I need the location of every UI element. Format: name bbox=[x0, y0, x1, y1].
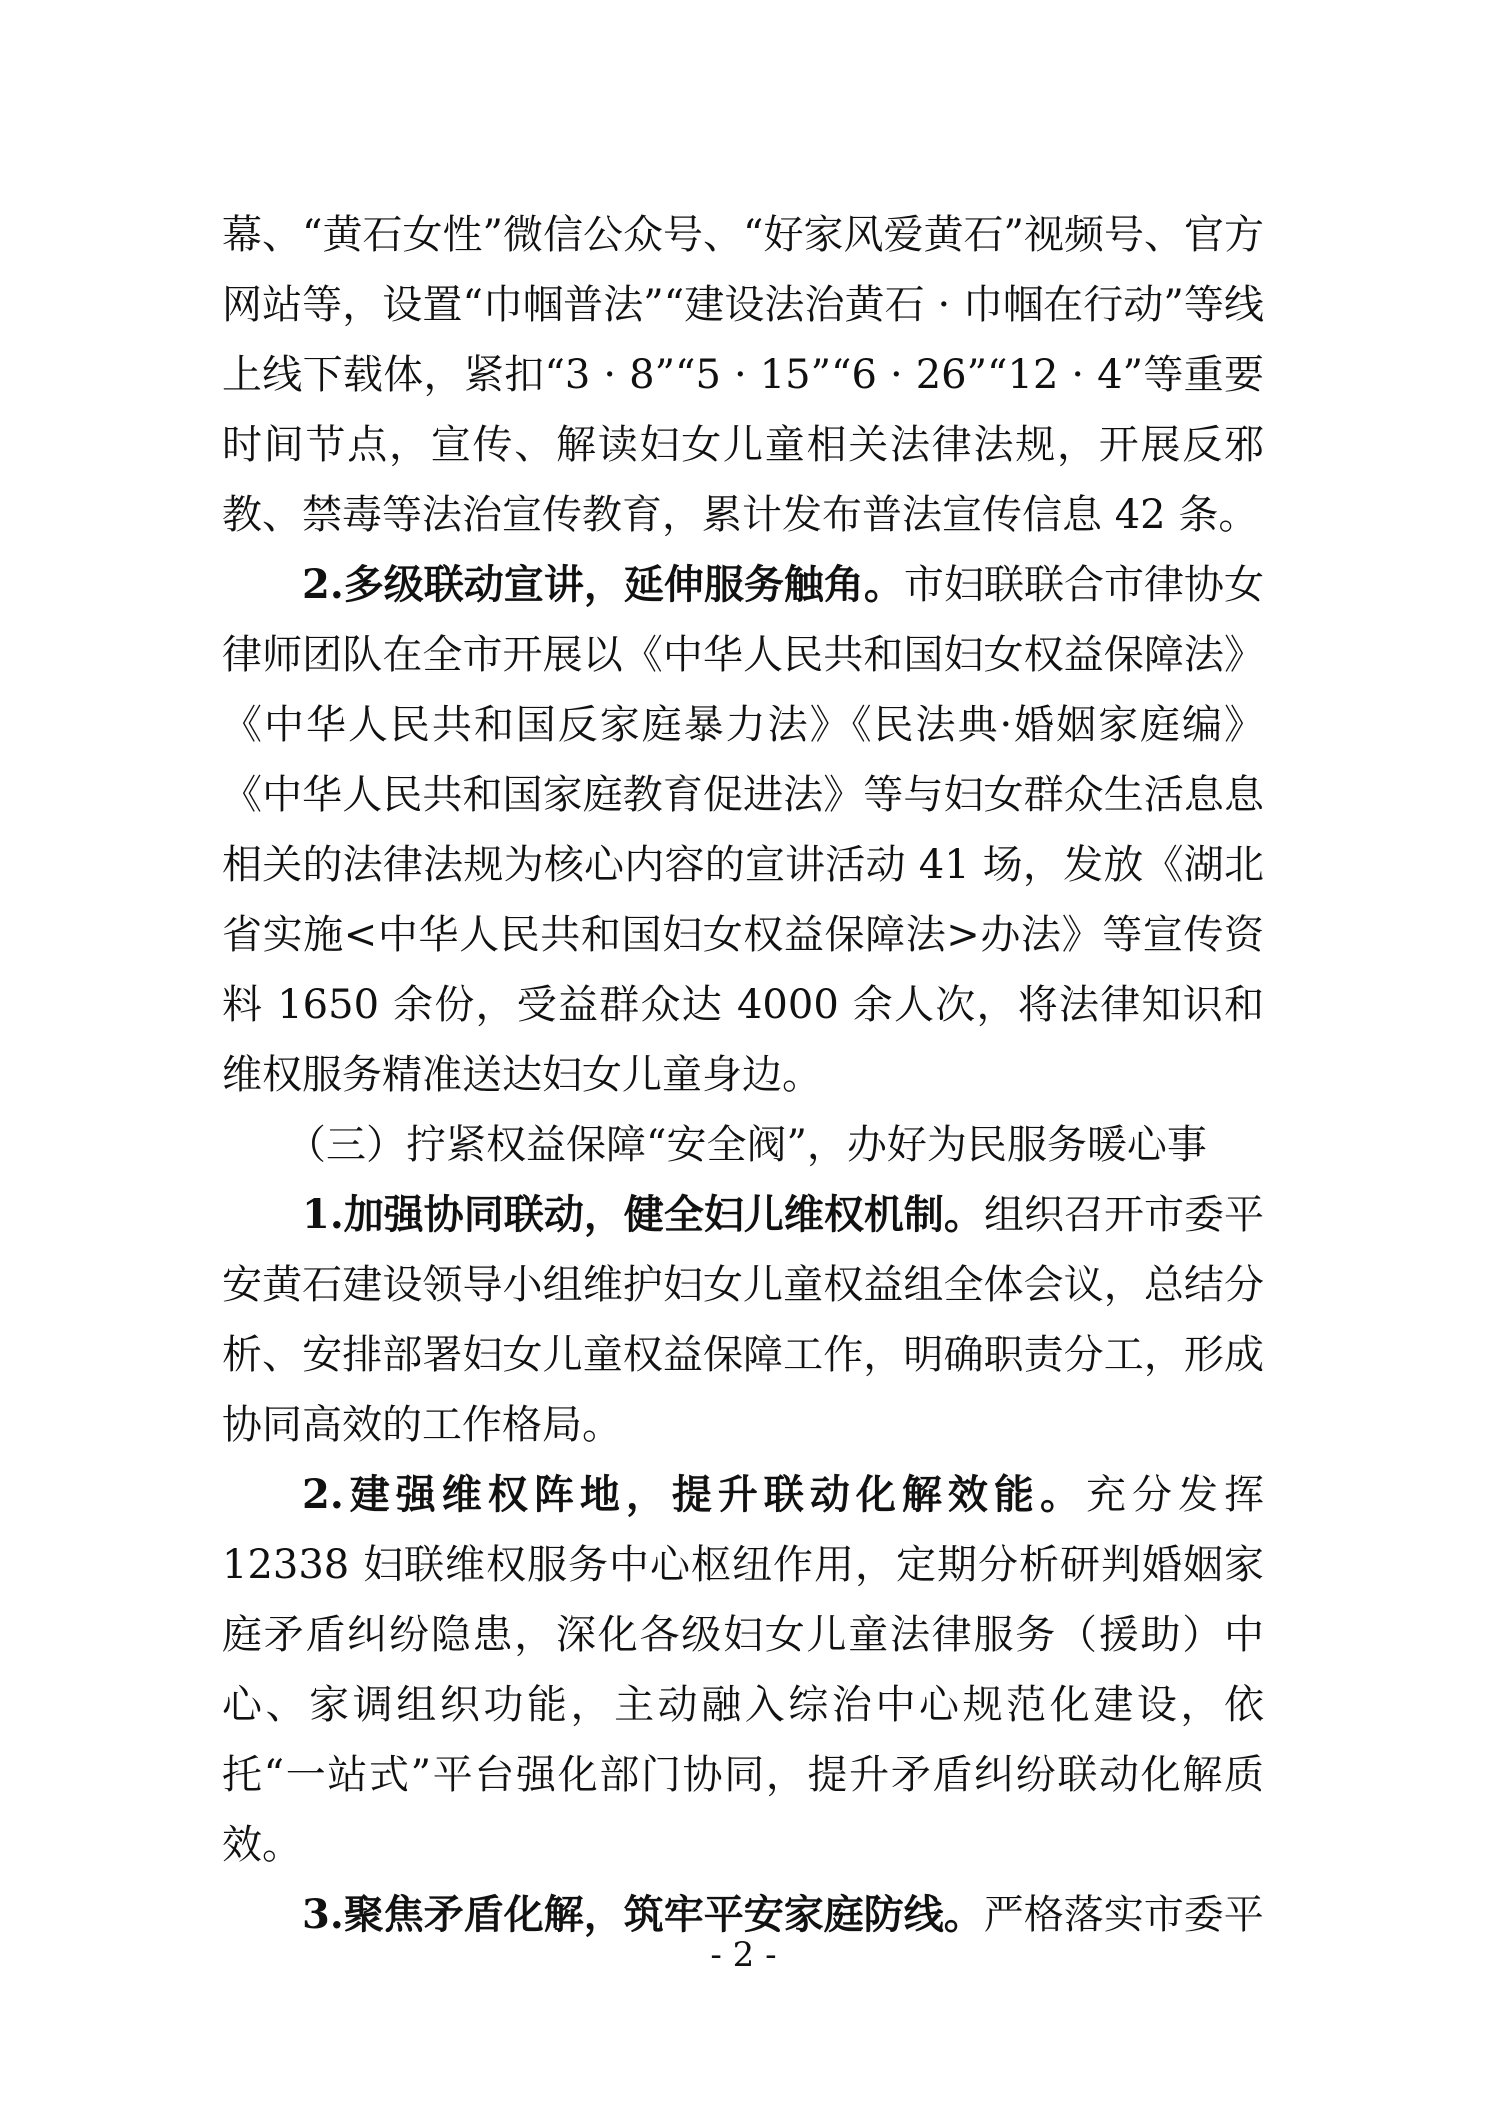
section-heading: （三）拧紧权益保障“安全阀”，办好为民服务暖心事 bbox=[286, 1122, 1207, 1168]
paragraph-continuation bbox=[222, 200, 1264, 550]
paragraph-text: 充分发挥 12338 妇联维权服务中心枢纽作用，定期分析研判婚姻家庭矛盾纠纷隐患，深化各级妇女儿童法律服务（援助）中心、家调组织功能，主动融入综治中心规范化建设，依托“一站式”平台强化部门协同，提升矛盾纠纷联动化解质效。 bbox=[222, 1472, 1265, 1868]
document-body bbox=[222, 200, 1264, 1950]
paragraph-lead: 2.建强维权阵地，提升联动化解效能。 bbox=[302, 1471, 1086, 1518]
paragraph-text: 组织召开市委平安黄石建设领导小组维护妇女儿童权益组全体会议，总结分析、安排部署妇女儿童权益保障工作，明确职责分工，形成协同高效的工作格局。 bbox=[222, 1192, 1264, 1448]
paragraph-text: 市妇联联合市律协女律师团队在全市开展以《中华人民共和国妇女权益保障法》《中华人民共和国反家庭暴力法》《民法典·婚姻家庭编》《中华人民共和国家庭教育促进法》等与妇女群众生活息息相关的法律法规为核心内容的宣讲活动 41 场，发放《湖北省实施<中华人民共和国妇女权益保障法>办法》等宣传资料 1650 余份，受益群众达 4000 余人次，将法律知识和维权服务精准送达妇女儿童身边。 bbox=[222, 562, 1265, 1098]
paragraph-item-1-coordination bbox=[222, 1180, 1264, 1460]
paragraph-lead: 1.加强协同联动，健全妇儿维权机制。 bbox=[302, 1191, 984, 1238]
paragraph-item-2-propaganda bbox=[222, 550, 1264, 1110]
paragraph-lead: 3.聚焦矛盾化解，筑牢平安家庭防线。 bbox=[302, 1891, 984, 1938]
paragraph-lead: 2.多级联动宣讲，延伸服务触角。 bbox=[302, 561, 904, 608]
paragraph-text: 严格落实市委平 bbox=[983, 1892, 1264, 1938]
page-number: - 2 - bbox=[710, 1935, 777, 1975]
paragraph-text: 幕、“黄石女性”微信公众号、“好家风爱黄石”视频号、官方网站等，设置“巾帼普法”“建设法治黄石 · 巾帼在行动”等线上线下载体，紧扣“3 · 8”“5 · 15”“6 · 26”“12 · 4”等重要时间节点，宣传、解读妇女儿童相关法律法规，开展反邪教、禁毒等法治宣传教育，累计发布普法宣传信息 42 条。 bbox=[222, 212, 1264, 538]
paragraph-item-2-positions bbox=[222, 1460, 1264, 1880]
